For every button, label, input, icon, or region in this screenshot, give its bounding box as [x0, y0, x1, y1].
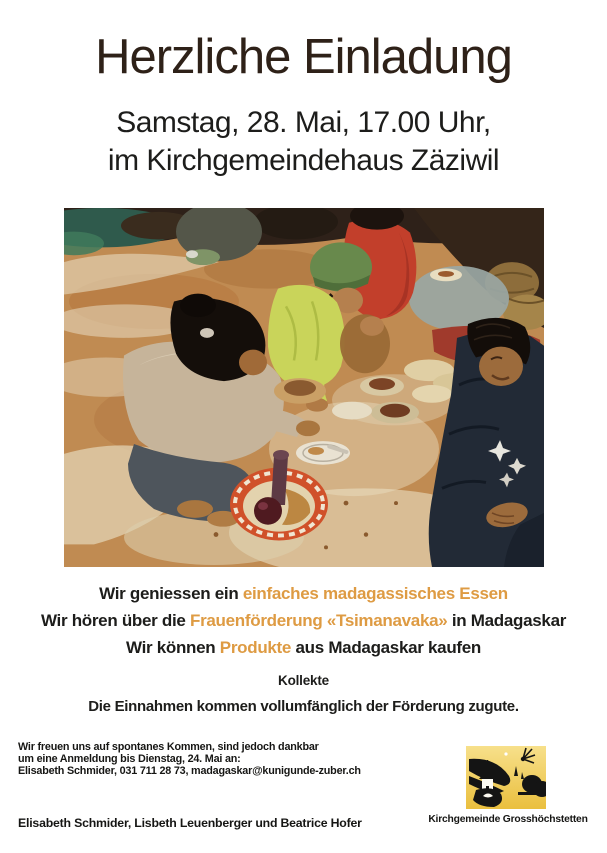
- subtitle-line-1: Samstag, 28. Mai, 17.00 Uhr,: [116, 106, 491, 139]
- program-line-3-highlight: Produkte: [219, 638, 292, 657]
- program-line-2-suffix: in Madagaskar: [447, 611, 567, 630]
- kollekte-note: Die Einnahmen kommen vollumfänglich der Förderung zugute.: [88, 698, 519, 715]
- program-line-1-highlight: einfaches madagassisches Essen: [242, 584, 508, 603]
- program-line-1-text: Wir geniessen ein: [99, 584, 243, 603]
- church-landscape-logo-icon: [466, 746, 546, 809]
- program-line-2-text: Wir hören über die: [40, 611, 190, 630]
- contact-line-3: Elisabeth Schmider, 031 711 28 73, madagaskar@kunigunde-zuber.ch: [18, 765, 361, 777]
- logo-caption: Kirchgemeinde Grosshöchstetten: [428, 814, 588, 825]
- kollekte-label: Kollekte: [278, 673, 329, 688]
- meal-scene-illustration: [64, 208, 544, 567]
- program-line-1: [0, 580, 607, 607]
- program-line-3-suffix: aus Madagaskar kaufen: [291, 638, 482, 657]
- event-program: [0, 580, 607, 661]
- logo-graphic: [466, 746, 546, 809]
- event-photo: [64, 208, 544, 567]
- organizers-line: Elisabeth Schmider, Lisbeth Leuenberger und Beatrice Hofer: [18, 816, 362, 830]
- contact-line-2: um eine Anmeldung bis Dienstag, 24. Mai an:: [18, 753, 241, 765]
- subtitle-line-2: im Kirchgemeindehaus Zäziwil: [107, 144, 500, 177]
- page-title: Herzliche Einladung: [95, 30, 512, 84]
- contact-line-1: Wir freuen uns auf spontanes Kommen, sind jedoch dankbar: [18, 741, 319, 753]
- program-line-3-text: Wir können: [125, 638, 220, 657]
- program-line-2-highlight: Frauenförderung «Tsimanavaka»: [190, 611, 448, 630]
- contact-block: [18, 741, 361, 777]
- event-datetime-location: [0, 104, 607, 180]
- program-line-2: [0, 607, 607, 634]
- program-line-3: [0, 634, 607, 661]
